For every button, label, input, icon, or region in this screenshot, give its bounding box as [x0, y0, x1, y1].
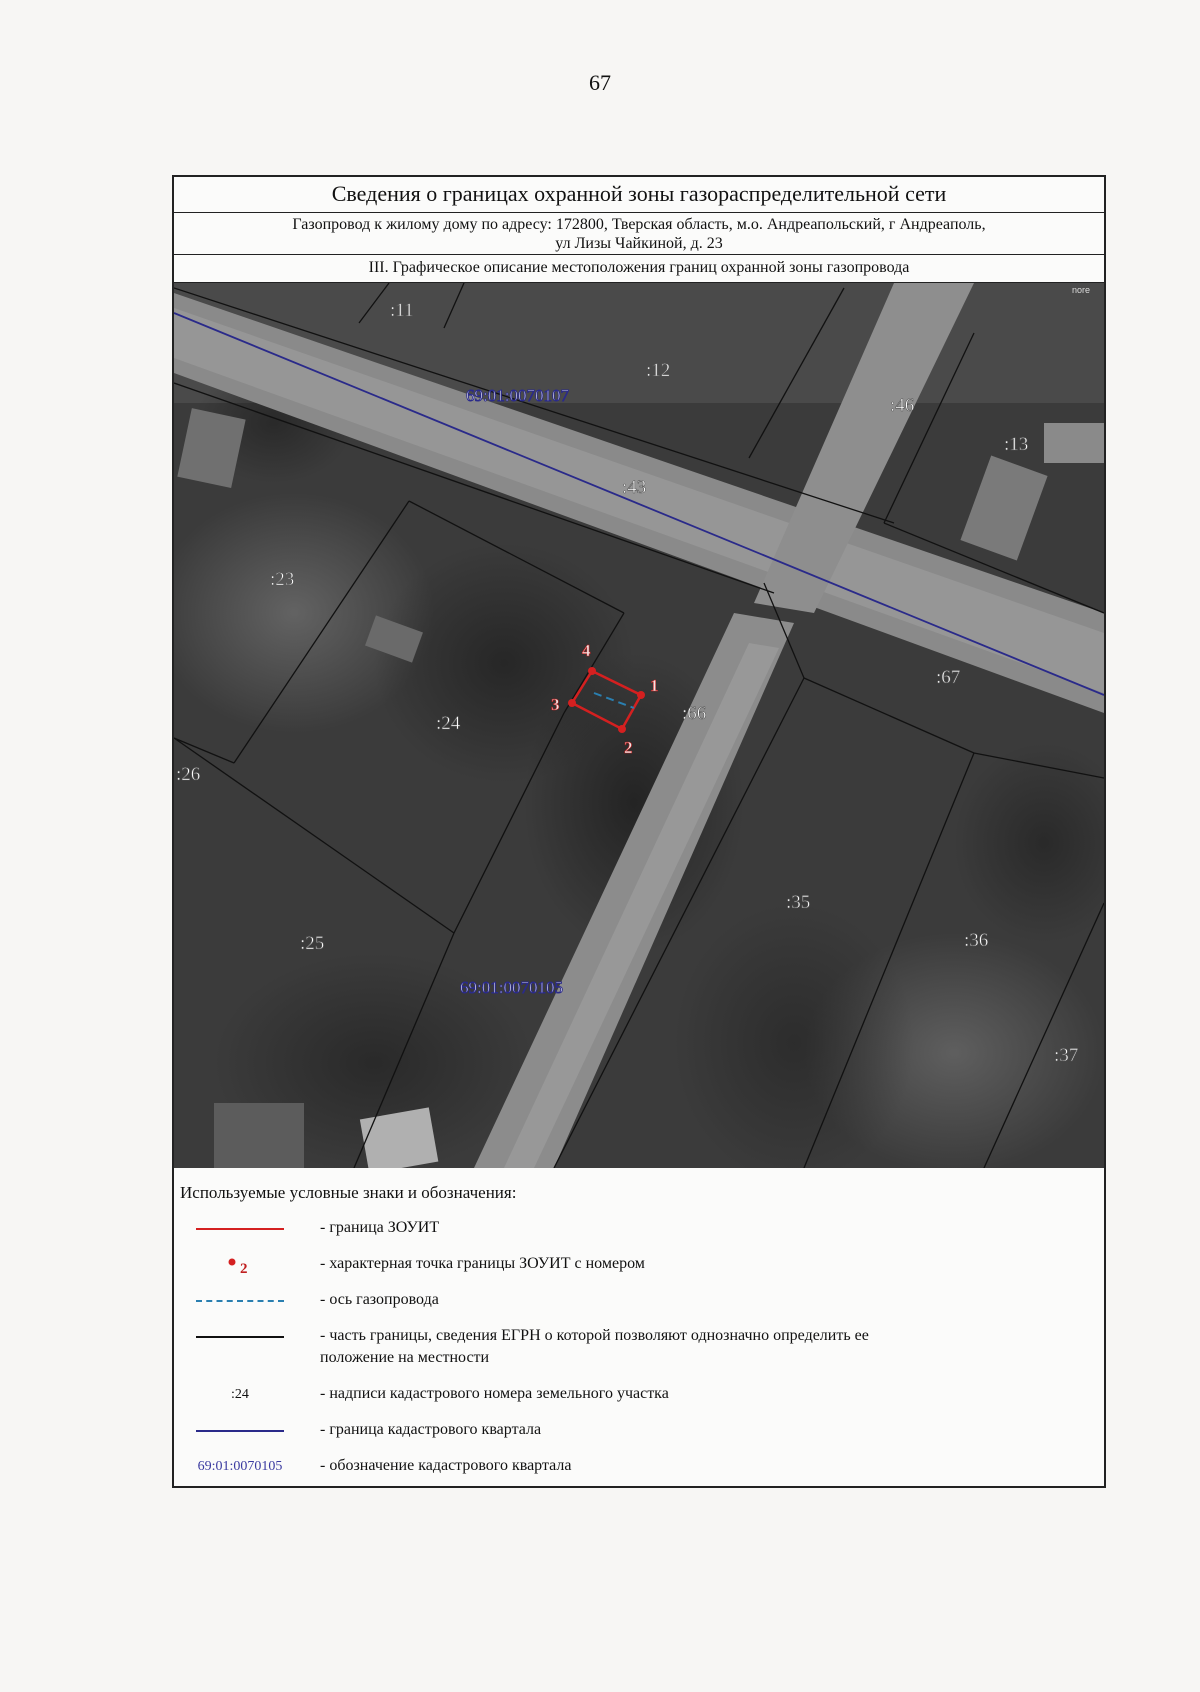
- object-address-line-1: Газопровод к жилому дому по адресу: 172800, Тверская область, м.о. Андреапольский, г Андреаполь,: [292, 216, 986, 233]
- parcel-label: :25: [300, 933, 325, 954]
- zouit-point-symbol: [184, 1253, 294, 1277]
- quarter-label: 69:01:0070107: [466, 386, 569, 405]
- parcel-label: :23: [270, 569, 295, 590]
- zouit-point-marker: [568, 699, 576, 707]
- legend-text: - граница ЗОУИТ: [320, 1219, 440, 1236]
- parcel-label: :37: [1054, 1045, 1079, 1066]
- quarter-label: 69:01:0070105: [460, 978, 563, 997]
- quarter-label-symbol: [184, 1455, 294, 1479]
- legend-text-line: - часть границы, сведения ЕГРН о которой позволяют однозначно определить ее: [320, 1327, 869, 1344]
- zouit-point-label: 1: [650, 676, 659, 695]
- point-dot-icon: [184, 1253, 296, 1277]
- parcel-label: :24: [436, 713, 461, 734]
- parcel-label: :46: [890, 395, 915, 416]
- section-heading: III. Графическое описание местоположения границ охранной зоны газопровода: [174, 255, 1104, 283]
- protected-zone-sheet: [172, 175, 1106, 1488]
- sheet-title: Сведения о границах охранной зоны газораспределительной сети: [174, 177, 1104, 213]
- zouit-boundary-symbol: [184, 1217, 294, 1241]
- parcel-label: :11: [390, 300, 414, 321]
- cadastral-map: [174, 283, 1104, 1168]
- parcel-label-sample: :24: [231, 1387, 249, 1402]
- parcel-label: :67: [936, 667, 961, 688]
- quarter-boundary-symbol: [184, 1419, 294, 1443]
- parcel-label: :43: [622, 477, 647, 498]
- legend-text-line: положение на местности: [320, 1349, 490, 1366]
- legend-text: - надписи кадастрового номера земельного участка: [320, 1385, 669, 1402]
- zouit-point-marker: [637, 691, 645, 699]
- aerial-imagery: [174, 283, 1104, 1168]
- legend-text: - характерная точка границы ЗОУИТ с номером: [320, 1255, 645, 1272]
- parcel-label-symbol: [184, 1383, 294, 1407]
- parcel-label: :13: [1004, 434, 1029, 455]
- parcel-boundary-symbol: [184, 1325, 294, 1349]
- zouit-point-label: 2: [624, 738, 633, 757]
- zouit-point-marker: [618, 725, 626, 733]
- gas-axis-symbol: [184, 1289, 294, 1313]
- object-address-line-2: ул Лизы Чайкиной, д. 23: [555, 235, 723, 252]
- parcel-label: :12: [646, 360, 671, 381]
- zouit-point-label: 4: [582, 641, 591, 660]
- legend-text: [320, 1325, 1040, 1369]
- legend-text: - граница кадастрового квартала: [320, 1421, 542, 1438]
- zouit-point-marker: [588, 667, 596, 675]
- map-canvas: [174, 283, 1104, 1168]
- object-address: [174, 213, 1104, 255]
- quarter-label-sample: 69:01:0070105: [197, 1459, 283, 1474]
- page-number: 67: [589, 70, 611, 95]
- legend-text: - обозначение кадастрового квартала: [320, 1457, 572, 1474]
- map-corner-mark: nore: [1072, 285, 1091, 295]
- parcel-label: :36: [964, 930, 989, 951]
- parcel-label: :26: [176, 764, 201, 785]
- zouit-point-label: 3: [551, 695, 560, 714]
- parcel-label: :35: [786, 892, 811, 913]
- parcel-label: :66: [682, 703, 707, 724]
- legend-text: - ось газопровода: [320, 1291, 439, 1308]
- point-number-sample: 2: [240, 1261, 248, 1277]
- legend-title: Используемые условные знаки и обозначения:: [180, 1183, 517, 1202]
